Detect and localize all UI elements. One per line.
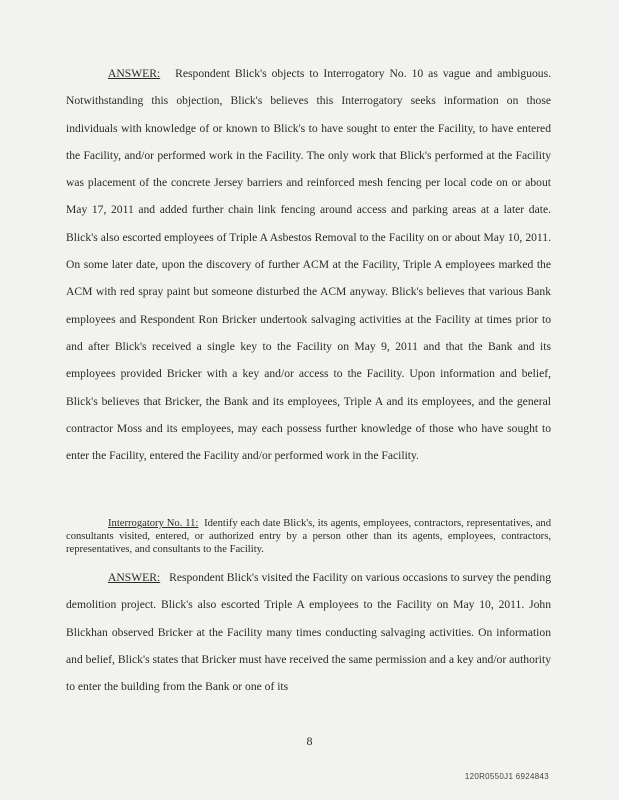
answer-paragraph-2 (66, 564, 551, 700)
interrogatory-heading: Interrogatory No. 11: (108, 518, 199, 529)
answer-text-2: Respondent Blick's visited the Facility on various occasions to survey the pending demolition project. Blick's also escorted Triple A employees to the Facility on May 10, 2011. John Blickhan observed Bricker at the Facility many times conducting salvaging activities. On information and belief, Blick's states that Bricker must have received the same permission and a key and/or authority to enter the building from the Bank or one of its (66, 571, 551, 694)
answer-paragraph-1 (66, 60, 551, 469)
interrogatory-paragraph (66, 517, 551, 556)
page-number: 8 (306, 734, 313, 748)
document-id: 120R0550J1 6924843 (464, 772, 549, 781)
answer-heading-2: ANSWER: (108, 571, 161, 584)
answer-heading-1: ANSWER: (108, 67, 161, 80)
answer-text-1: Respondent Blick's objects to Interrogatory No. 10 as vague and ambiguous. Notwithstanding this objection, Blick's believes this Interrogatory seeks information on those individuals with knowledge of or known to Blick's to have sought to enter the Facility, to have entered the Facility, and/or performed work in the Facility. The only work that Blick's performed at the Facility was placement of the concrete Jersey barriers and reinforced mesh fencing per local code on or about May 17, 2011 and added further chain link fencing around access and parking areas at a later date. Blick's also escorted employees of Triple A Asbestos Removal to the Facility on or about May 10, 2011. On some later date, upon the discovery of further ACM at the Facility, Triple A employees marked the ACM with red spray paint but someone disturbed the ACM anyway. Blick's believes that various Bank employees and Respondent Ron Bricker undertook salvaging activities at the Facility at times prior to and after Blick's received a single key to the Facility on May 9, 2011 and that the Bank and its employees provided Bricker with a key and/or access to the Facility. Upon information and belief, Blick's believes that Bricker, the Bank and its employees, Triple A and its employees, and the general contractor Moss and its employees, may each possess further knowledge of those who have sought to enter the Facility, entered the Facility and/or performed work in the Facility. (66, 67, 551, 463)
interrogatory-text: Identify each date Blick's, its agents, employees, contractors, representatives, and consultants visited, entered, or authorized entry by a person other than its agents, employees, contractors, representatives, and consultants to the Facility. (66, 518, 551, 555)
